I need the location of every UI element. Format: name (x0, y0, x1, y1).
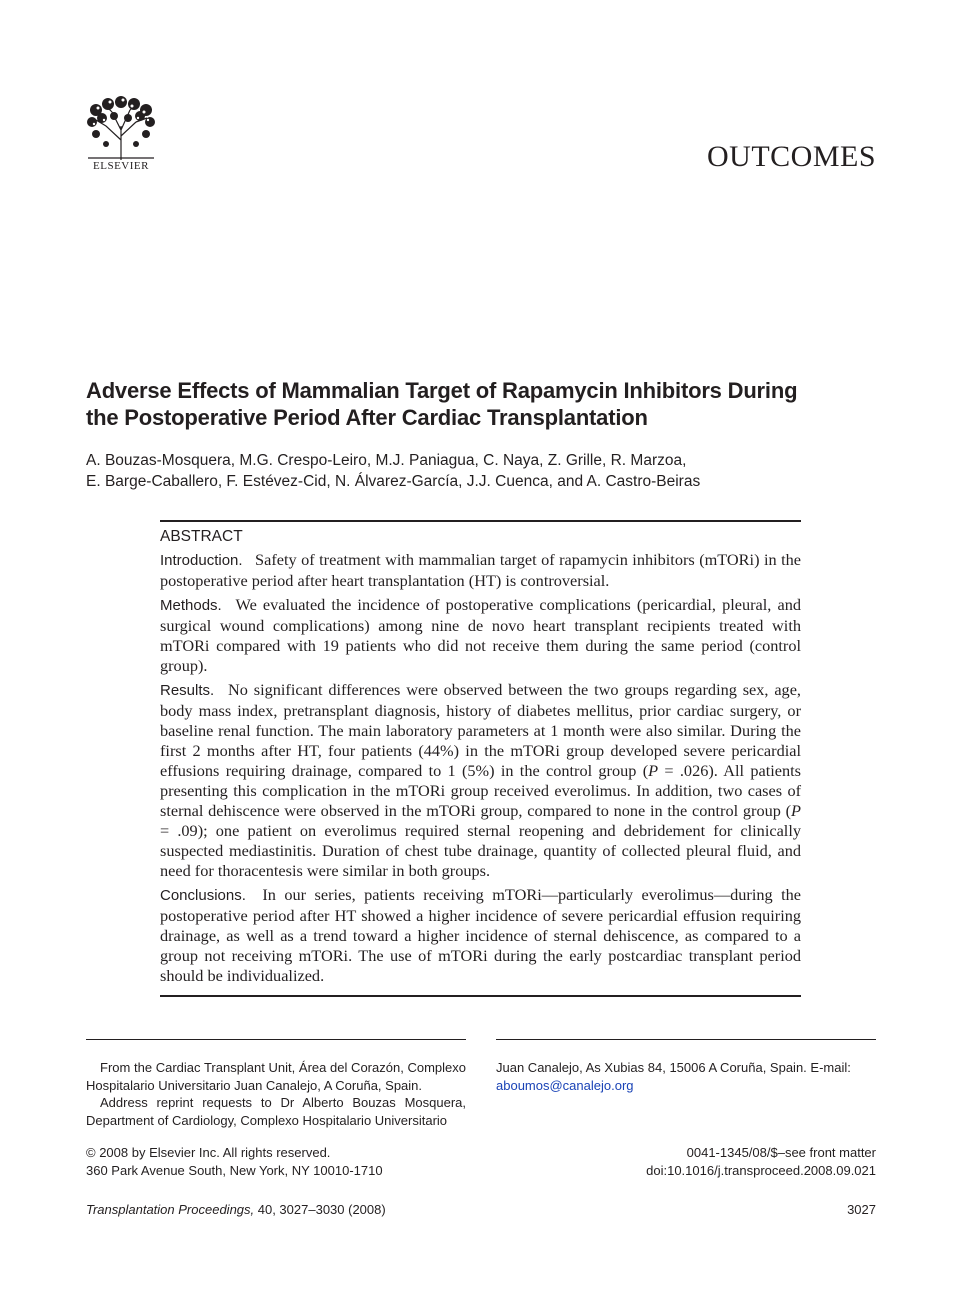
author-list (86, 450, 886, 492)
abstract-heading: ABSTRACT (160, 528, 243, 545)
methods-text: We evaluated the incidence of postoperative complications (pericardial, pleural, and surgical wound complications) among nine de novo heart transplant recipients treated with mTORi compared with 19 patients who did not receive them during the same period (control group). (160, 595, 801, 675)
page-number: 3027 (847, 1202, 876, 1217)
title-line-1: Adverse Effects of Mammalian Target of Rapamycin Inhibitors During (86, 378, 798, 403)
citation-details: 40, 3027–3030 (2008) (254, 1202, 386, 1217)
reprint-request-continued: Juan Canalejo, As Xubias 84, 15006 A Coruña, Spain. E-mail: (496, 1060, 851, 1075)
title-line-2: the Postoperative Period After Cardiac Transplantation (86, 405, 648, 430)
publisher-address: 360 Park Avenue South, New York, NY 10010-1710 (86, 1162, 383, 1178)
abstract-introduction (160, 550, 801, 591)
abstract-results (160, 680, 801, 881)
elsevier-wordmark: ELSEVIER (93, 160, 149, 172)
footnote-divider-left (86, 1039, 466, 1040)
conclusions-label: Conclusions. (160, 887, 246, 904)
p-value-symbol: P (648, 761, 659, 780)
reprint-address (496, 1059, 876, 1094)
elsevier-logo (84, 96, 158, 176)
affiliation-from: From the Cardiac Transplant Unit, Área del Corazón, Complexo Hospitalario Universitario Juan Canalejo, A Coruña, Spain. (86, 1060, 466, 1093)
elsevier-tree-icon (84, 96, 158, 162)
results-text-b: = .026). All patients presenting this complication in the mTORi group received everolimus. In addition, two cases of sternal dehiscence were observed in the mTORi group, compared to none in the control group ( (160, 761, 801, 820)
abstract-methods (160, 595, 801, 676)
section-label: OUTCOMES (706, 140, 876, 173)
email-link[interactable]: aboumos@canalejo.org (496, 1077, 634, 1093)
abstract-box (160, 520, 801, 997)
introduction-label: Introduction. (160, 552, 243, 569)
authors-line-1: A. Bouzas-Mosquera, M.G. Crespo-Leiro, M.J. Paniagua, C. Naya, Z. Grille, R. Marzoa, (86, 452, 687, 469)
reprint-request: Address reprint requests to Dr Alberto Bouzas Mosquera, Department of Cardiology, Complexo Hospitalario Universitario (86, 1095, 466, 1128)
copyright-block (86, 1144, 383, 1179)
issn-doi-block (646, 1144, 876, 1179)
abstract-conclusions (160, 885, 801, 986)
affiliation-note (86, 1059, 466, 1129)
conclusions-text: In our series, patients receiving mTORi—particularly everolimus—during the postoperative period after HT showed a higher incidence of severe pericardial effusion requiring drainage, as well as a trend toward a higher incidence of sternal dehiscence, as compared to a group not receiving mTORi. The use of mTORi during the early postcardiac transplant period should be individualized. (160, 885, 801, 985)
article-title (86, 377, 886, 431)
results-text-c: = .09); one patient on everolimus required sternal reopening and debridement for clinically suspected mediastinitis. Duration of chest tube drainage, quantity of collected pleural fluid, and need for thoracentesis were similar in both groups. (160, 821, 801, 880)
issn-line: 0041-1345/08/$–see front matter (686, 1145, 876, 1160)
methods-label: Methods. (160, 597, 222, 614)
results-label: Results. (160, 682, 215, 699)
journal-name: Transplantation Proceedings, (86, 1202, 255, 1217)
journal-citation (86, 1202, 386, 1217)
copyright-line: © 2008 by Elsevier Inc. All rights reserved. (86, 1145, 331, 1160)
footnote-divider-right (496, 1039, 876, 1040)
introduction-text: Safety of treatment with mammalian target of rapamycin inhibitors (mTORi) in the postoperative period after heart transplantation (HT) is controversial. (160, 550, 801, 590)
authors-line-2: E. Barge-Caballero, F. Estévez-Cid, N. Álvarez-García, J.J. Cuenca, and A. Castro-Beiras (86, 473, 701, 490)
p-value-symbol: P (791, 801, 801, 820)
doi-line: doi:10.1016/j.transproceed.2008.09.021 (646, 1162, 876, 1178)
results-text-a: No significant differences were observed between the two groups regarding sex, age, body mass index, pretransplant diagnosis, history of diabetes mellitus, prior cardiac surgery, or baseline renal function. The main laboratory parameters at 1 month were also similar. During the first 2 months after HT, four patients (44%) in the mTORi group developed severe pericardial effusions requiring drainage, compared to 1 (5%) in the control group ( (160, 680, 801, 780)
